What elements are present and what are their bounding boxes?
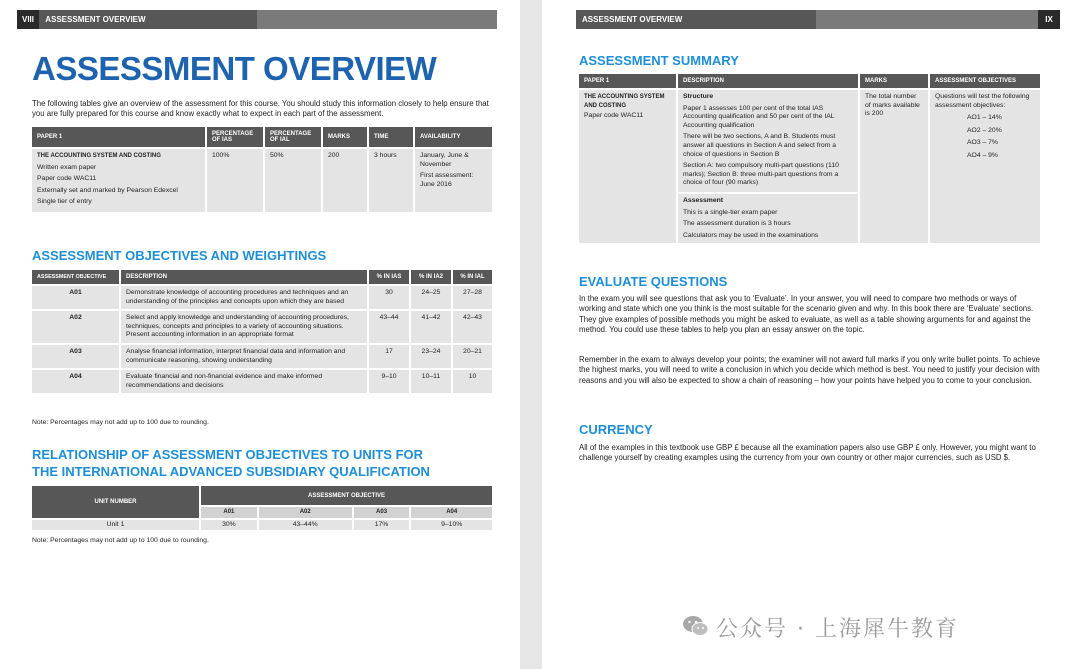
unit-ao-value: 17% bbox=[353, 519, 411, 531]
relationship-heading-line1: RELATIONSHIP OF ASSESSMENT OBJECTIVES TO UNITS FOR bbox=[32, 447, 424, 462]
ial-cell: 20–21 bbox=[452, 344, 493, 369]
paper-line: Single tier of entry bbox=[37, 198, 92, 206]
intro-paragraph: The following tables give an overview of the assessment for this course. You should study this information closely to help ensure that you are fully prepared for this course and know exactly what to expect in each part of the assessment. bbox=[32, 99, 489, 119]
paper-table-header: PERCENTAGE OF IAS bbox=[206, 127, 264, 148]
ia2-cell: 10–11 bbox=[410, 369, 452, 393]
objectives-table-header: % IN IAS bbox=[368, 270, 410, 285]
desc-cell: Analyse financial information, interpret financial data and information and communicate reasoning, showing understanding bbox=[120, 344, 368, 369]
unit-cell: Unit 1 bbox=[32, 519, 200, 531]
ao-subheader: A01 bbox=[200, 506, 258, 519]
ia2-cell: 23–24 bbox=[410, 344, 452, 369]
summary-heading: ASSESSMENT SUMMARY bbox=[579, 53, 739, 68]
paper-table-header: PAPER 1 bbox=[32, 127, 206, 148]
ias-cell: 43–44 bbox=[368, 310, 410, 344]
objectives-table-header: % IN IA2 bbox=[410, 270, 452, 285]
summary-marks-cell: The total number of marks available is 200 bbox=[859, 89, 929, 243]
units-table bbox=[32, 486, 494, 530]
ias-cell: 17 bbox=[368, 344, 410, 369]
unit-ao-value: 30% bbox=[200, 519, 258, 531]
table-row bbox=[32, 369, 493, 393]
summary-paper-name-1: THE ACCOUNTING SYSTEM bbox=[584, 94, 665, 100]
running-head-right bbox=[576, 10, 1060, 29]
paper-table-header: AVAILABILITY bbox=[414, 127, 493, 148]
running-head-bar bbox=[816, 10, 1038, 29]
running-head-bar bbox=[257, 10, 497, 29]
rounding-note: Note: Percentages may not add up to 100 due to rounding. bbox=[32, 419, 209, 426]
paper-cell bbox=[32, 148, 206, 212]
desc-cell: Demonstrate knowledge of accounting procedures and techniques and an understanding of the principles and concepts upon which they are based bbox=[120, 285, 368, 310]
paper-table bbox=[32, 127, 494, 212]
objective-item: AO4 – 9% bbox=[967, 151, 998, 159]
objectives-heading: ASSESSMENT OBJECTIVES AND WEIGHTINGS bbox=[32, 248, 327, 263]
paper-line: Externally set and marked by Pearson Edexcel bbox=[37, 186, 178, 194]
page-number-right: IX bbox=[1038, 10, 1060, 29]
ia2-cell: 24–25 bbox=[410, 285, 452, 310]
ao-subheader: A04 bbox=[410, 506, 493, 519]
summary-paper-cell bbox=[579, 89, 677, 243]
currency-heading: CURRENCY bbox=[579, 422, 653, 437]
relationship-heading-line2: THE INTERNATIONAL ADVANCED SUBSIDIARY QUALIFICATION bbox=[32, 464, 430, 479]
structure-line: Paper 1 assesses 100 per cent of the total IAS Accounting qualification and 50 per cent of the IAL Accounting qualification bbox=[683, 104, 835, 129]
objectives-intro: Questions will test the following assessment objectives: bbox=[935, 93, 1030, 109]
ial-cell: 27–28 bbox=[452, 285, 493, 310]
unit-ao-value: 43–44% bbox=[258, 519, 353, 531]
summary-paper-code: Paper code WAC11 bbox=[584, 112, 644, 120]
ao-subheader: A03 bbox=[353, 506, 411, 519]
summary-table-header: PAPER 1 bbox=[579, 74, 677, 89]
evaluate-paragraph-1: In the exam you will see questions that ask you to ‘Evaluate’. In your answer, you will need to compare two methods or ways of working and state which one you think is the most suitable for the scenario given and why. In this book there are ‘Evaluate’ sections. They give examples of possible methods you might be asked to evaluate, as well as a table showing arguments for and against the method. You could use these tables to help you plan an essay answer on the topic. bbox=[579, 294, 1034, 335]
structure-line: There will be two sections, A and B. Students must answer all questions in Section A and select from a choice of questions in Section B bbox=[683, 133, 837, 158]
page-title: ASSESSMENT OVERVIEW bbox=[32, 50, 437, 87]
summary-objectives-cell bbox=[929, 89, 1041, 243]
summary-table-header: DESCRIPTION bbox=[677, 74, 859, 89]
wechat-icon bbox=[682, 614, 710, 638]
ao-subheader: A02 bbox=[258, 506, 353, 519]
paper-line: Paper code WAC11 bbox=[37, 175, 97, 183]
ial-cell: 10 bbox=[452, 369, 493, 393]
currency-paragraph: All of the examples in this textbook use GBP £ because all the examination papers also use GBP £ only. However, you might want to challenge yourself by creating examples using the currency from your own country or other major currencies, such as USD $. bbox=[579, 443, 1036, 463]
ao-cell: A02 bbox=[32, 310, 120, 344]
objectives-table-header: % IN IAL bbox=[452, 270, 493, 285]
pct-ias-cell: 100% bbox=[206, 148, 264, 212]
evaluate-paragraph-2: Remember in the exam to always develop your points; the examiner will not award full marks if you only write bullet points. To achieve the highest marks, you will need to write a conclusion in which you decide which method is best. You need to justify your decision with reasons and you will also be expected to show a chain of reasoning – how your points have helped you to come to your conclusion. bbox=[579, 355, 1040, 385]
ias-cell: 30 bbox=[368, 285, 410, 310]
watermark-text: 公众号 · 上海犀牛教育 bbox=[716, 617, 959, 642]
table-row bbox=[32, 344, 493, 369]
ia2-cell: 41–42 bbox=[410, 310, 452, 344]
assessment-line: Calculators may be used in the examinations bbox=[683, 231, 819, 239]
assessment-line: This is a single-tier exam paper bbox=[683, 208, 778, 216]
evaluate-heading: EVALUATE QUESTIONS bbox=[579, 274, 728, 289]
time-cell: 3 hours bbox=[368, 148, 414, 212]
ao-cell: A03 bbox=[32, 344, 120, 369]
objectives-table bbox=[32, 270, 494, 393]
desc-cell: Select and apply knowledge and understanding of accounting procedures, techniques, concepts and principles to a variety of accounting situations. Present accounting information in an appropriate format bbox=[120, 310, 368, 344]
assessment-cell bbox=[677, 193, 859, 243]
ao-cell: A04 bbox=[32, 369, 120, 393]
ao-cell: A01 bbox=[32, 285, 120, 310]
running-head-title-right: ASSESSMENT OVERVIEW bbox=[582, 15, 683, 24]
running-head-left bbox=[17, 10, 497, 29]
pct-ial-cell: 50% bbox=[264, 148, 322, 212]
summary-paper-name-2: AND COSTING bbox=[584, 102, 626, 109]
paper-line: Written exam paper bbox=[37, 163, 97, 171]
ias-cell: 9–10 bbox=[368, 369, 410, 393]
availability-text: January, June & November bbox=[420, 152, 469, 168]
objectives-table-header: DESCRIPTION bbox=[120, 270, 368, 285]
paper-table-header: TIME bbox=[368, 127, 414, 148]
objective-item: AO1 – 14% bbox=[967, 114, 1002, 122]
objective-item: AO3 – 7% bbox=[967, 139, 998, 147]
availability-cell bbox=[414, 148, 493, 212]
right-page bbox=[542, 0, 1080, 669]
first-assessment-text: First assessment: June 2016 bbox=[420, 172, 474, 188]
paper-table-header: PERCENTAGE OF IAL bbox=[264, 127, 322, 148]
structure-line: Section A: two compulsory multi-part questions (110 marks); Section B: three multi-part questions from a choice of four (90 marks) bbox=[683, 162, 839, 187]
assessment-line: The assessment duration is 3 hours bbox=[683, 220, 791, 228]
table-row bbox=[32, 310, 493, 344]
unit-number-header: UNIT NUMBER bbox=[32, 486, 200, 519]
summary-table-header: ASSESSMENT OBJECTIVES bbox=[929, 74, 1041, 89]
rounding-note-2: Note: Percentages may not add up to 100 due to rounding. bbox=[32, 537, 209, 544]
marks-cell: 200 bbox=[322, 148, 368, 212]
objectives-table-header: ASSESSMENT OBJECTIVE bbox=[32, 270, 120, 285]
paper-name: THE ACCOUNTING SYSTEM AND COSTING bbox=[37, 153, 161, 159]
unit-ao-value: 9–10% bbox=[410, 519, 493, 531]
summary-table bbox=[579, 74, 1042, 243]
desc-cell: Evaluate financial and non-financial evidence and make informed recommendations and decisions bbox=[120, 369, 368, 393]
page-number-left: VIII bbox=[17, 10, 39, 29]
running-head-title-left: ASSESSMENT OVERVIEW bbox=[45, 15, 146, 24]
assessment-objective-header: ASSESSMENT OBJECTIVE bbox=[200, 486, 493, 506]
structure-cell bbox=[677, 89, 859, 193]
table-row bbox=[32, 519, 493, 531]
structure-title: Structure bbox=[683, 93, 714, 100]
paper-table-header: MARKS bbox=[322, 127, 368, 148]
objective-item: AO2 – 20% bbox=[967, 126, 1002, 134]
assessment-title: Assessment bbox=[683, 197, 724, 204]
table-row bbox=[32, 285, 493, 310]
left-page bbox=[0, 0, 520, 669]
summary-table-header: MARKS bbox=[859, 74, 929, 89]
ial-cell: 42–43 bbox=[452, 310, 493, 344]
